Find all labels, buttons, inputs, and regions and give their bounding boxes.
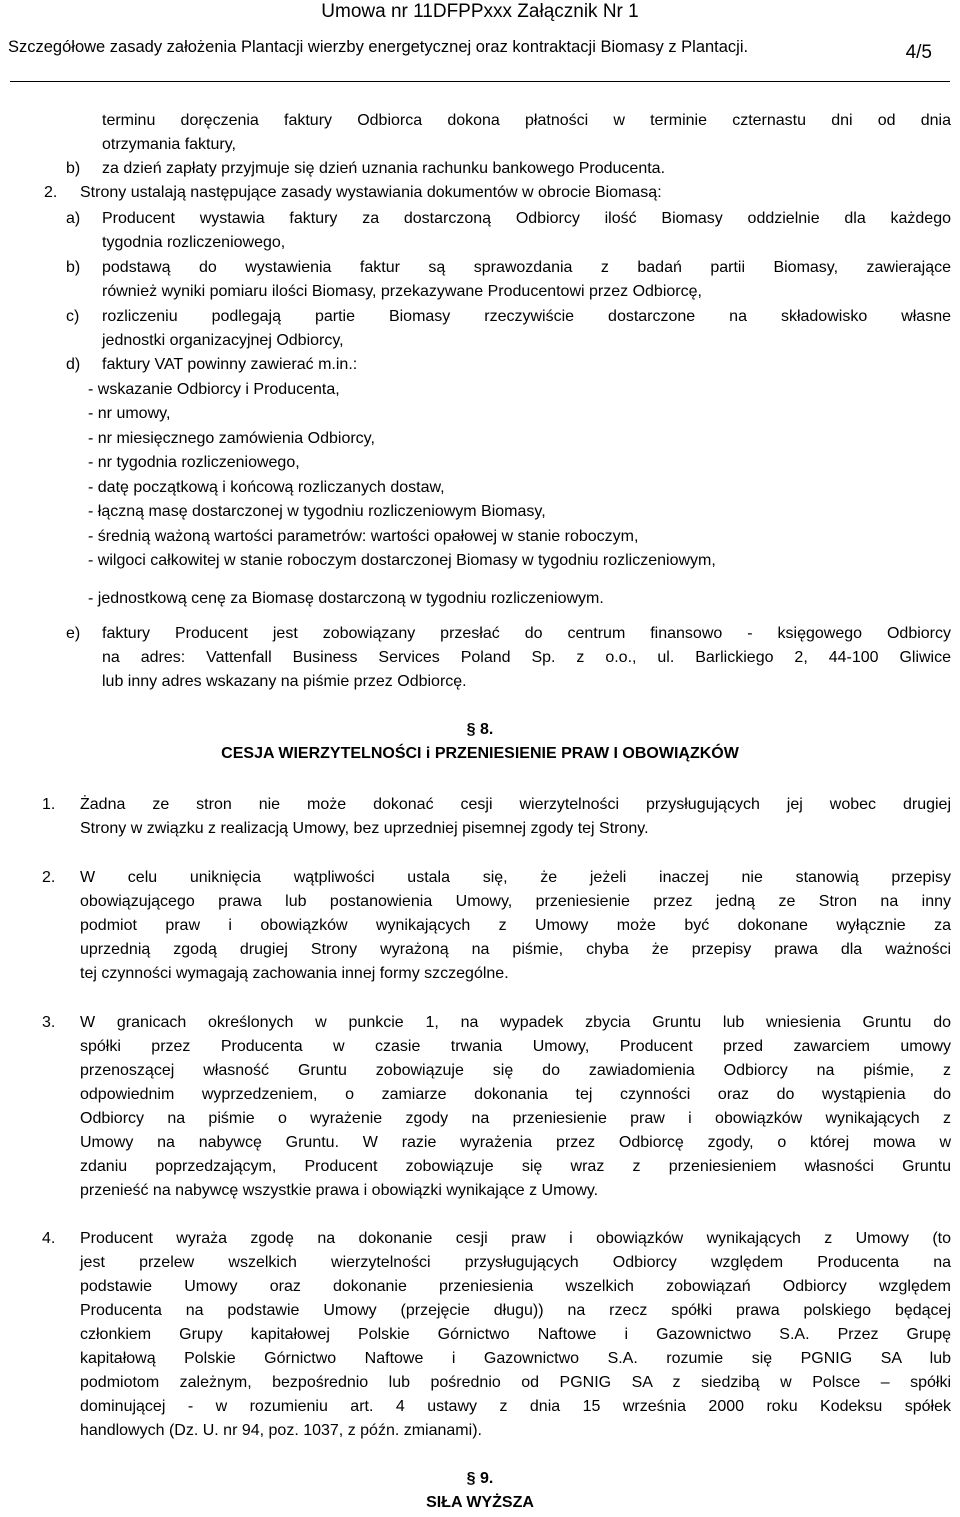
text-line: rozliczeniu podlegają partie Biomasy rzeczywiście dostarczone na składowisko własne: [102, 308, 951, 325]
text-line: dominującej - w rozumieniu art. 4 ustawy z dnia 15 września 2000 roku Kodeksu spółek: [80, 1398, 951, 1415]
document-subtitle: Szczegółowe zasady założenia Plantacji wierzby energetycznej oraz kontraktacji Biomasy z Plantacji.: [8, 38, 749, 56]
text-line: członkiem Grupy kapitałowej Polskie Górnictwo Naftowe i Gazownictwo S.A. Przez Grupę: [80, 1326, 951, 1343]
document-title: Umowa nr 11DFPPxxx Załącznik Nr 1: [321, 1, 639, 22]
list-item: - datę początkową i końcową rozliczanych dostaw,: [88, 479, 445, 496]
paragraph-number: 3.: [42, 1014, 56, 1031]
text-line: Odbiorcy na piśmie o wyrażenie zgody na przeniesienie praw i obowiązków wynikających z: [80, 1110, 951, 1127]
text-line: Żadna ze stron nie może dokonać cesji wierzytelności przysługujących jej wobec drugiej: [80, 796, 951, 813]
list-item: - wskazanie Odbiorcy i Producenta,: [88, 381, 340, 398]
list-item: - nr tygodnia rozliczeniowego,: [88, 454, 300, 471]
text-line: handlowych (Dz. U. nr 94, poz. 1037, z późn. zmianami).: [80, 1422, 482, 1439]
list-label: a): [66, 210, 81, 227]
text-line: podmiot praw i obowiązków wynikających z Umowy może być dokonane wyłącznie za: [80, 917, 951, 934]
list-label: d): [66, 356, 81, 373]
section-title: CESJA WIERZYTELNOŚCI i PRZENIESIENIE PRAW I OBOWIĄZKÓW: [221, 745, 739, 762]
text-line: faktury Producent jest zobowiązany przesłać do centrum finansowo - księgowego Odbiorcy: [102, 625, 951, 642]
text-line: podstawie Umowy oraz dokonanie przeniesienia wszelkich zobowiązań Odbiorcy względem: [80, 1278, 951, 1295]
text-line: Strony ustalają następujące zasady wystawiania dokumentów w obrocie Biomasą:: [80, 184, 662, 201]
text-line: przenoszącej własność Gruntu zobowiązuje się do zawiadomienia Odbiorcy na piśmie, z: [80, 1062, 951, 1079]
text-line: podmiotom zależnym, bezpośrednio lub pośrednio od PGNIG SA z siedzibą w Polsce – spółki: [80, 1374, 951, 1391]
text-line: również wyniki pomiaru ilości Biomasy, przekazywane Producentowi przez Odbiorcę,: [102, 283, 702, 300]
text-line: lub inny adres wskazany na piśmie przez Odbiorcę.: [102, 673, 467, 690]
list-item: - jednostkową cenę za Biomasę dostarczoną w tygodniu rozliczeniowym.: [88, 590, 604, 607]
text-line: na adres: Vattenfall Business Services Poland Sp. z o.o., ul. Barlickiego 2, 44-100 Gliwice: [102, 649, 951, 666]
list-item: - łączną masę dostarczonej w tygodniu rozliczeniowym Biomasy,: [88, 503, 546, 520]
list-item: - średnią ważoną wartości parametrów: wartości opałowej w stanie roboczym,: [88, 528, 639, 545]
page-number: 4/5: [905, 42, 932, 63]
text-line: przenieść na nabywcę wszystkie prawa i obowiązki wynikające z Umowy.: [80, 1182, 599, 1199]
text-line: uprzednią zgodą drugiej Strony wyrażoną na piśmie, chyba że przepisy prawa dla ważności: [80, 941, 951, 958]
text-line: podstawą do wystawienia faktur są sprawozdania z badań partii Biomasy, zawierające: [102, 259, 951, 276]
paragraph-number: 2.: [44, 184, 58, 201]
section-number: § 8.: [466, 721, 494, 738]
text-line: jest przelew wszelkich wierzytelności przysługujących Odbiorcy względem Producenta na: [80, 1254, 951, 1271]
text-line: kapitałową Polskie Górnictwo Naftowe i Gazownictwo S.A. rozumie się PGNIG SA lub: [80, 1350, 951, 1367]
text-line: tej czynności wymagają zachowania innej formy szczególne.: [80, 965, 509, 982]
section-title: SIŁA WYŻSZA: [426, 1494, 534, 1511]
text-line: odpowiednim wyprzedzeniem, o zamiarze dokonania tej czynności oraz do wystąpienia do: [80, 1086, 951, 1103]
text-line: Producent wystawia faktury za dostarczoną Odbiorcy ilość Biomasy oddzielnie dla każdego: [102, 210, 951, 227]
paragraph-number: 1.: [42, 796, 56, 813]
list-item: - nr umowy,: [88, 405, 171, 422]
text-line: Producenta na podstawie Umowy (przejęcie długu)) na rzecz spółki prawa polskiego będącej: [80, 1302, 951, 1319]
paragraph-number: 4.: [42, 1230, 56, 1247]
text-line: zdaniu poprzedzającym, Producent zobowiązuje się wraz z przeniesieniem własności Gruntu: [80, 1158, 951, 1175]
text-line: tygodnia rozliczeniowego,: [102, 234, 286, 251]
paragraph-number: 2.: [42, 869, 56, 886]
text-line: Strony w związku z realizacją Umowy, bez uprzedniej pisemnej zgody tej Strony.: [80, 820, 649, 837]
list-label: c): [66, 308, 80, 325]
text-line: terminu doręczenia faktury Odbiorca dokona płatności w terminie czternastu dni od dnia: [102, 112, 951, 129]
header-divider: [10, 81, 950, 82]
text-line: spółki przez Producenta w czasie trwania Umowy, Producent przed zawarciem umowy: [80, 1038, 951, 1055]
text-line: W granicach określonych w punkcie 1, na wypadek zbycia Gruntu lub wniesienia Gruntu do: [80, 1014, 951, 1031]
list-label: b): [66, 259, 81, 276]
list-item: - wilgoci całkowitej w stanie roboczym dostarczonej Biomasy w tygodniu rozliczeniowym,: [88, 552, 716, 569]
text-line: jednostki organizacyjnej Odbiorcy,: [102, 332, 344, 349]
text-line: faktury VAT powinny zawierać m.in.:: [102, 356, 358, 373]
list-item: - nr miesięcznego zamówienia Odbiorcy,: [88, 430, 375, 447]
text-line: Producent wyraża zgodę na dokonanie cesji praw i obowiązków wynikających z Umowy (to: [80, 1230, 951, 1247]
section-number: § 9.: [466, 1470, 494, 1487]
list-label: b): [66, 160, 81, 177]
list-label: e): [66, 625, 81, 642]
text-line: W celu uniknięcia wątpliwości ustala się, że jeżeli inaczej nie stanowią przepisy: [80, 869, 951, 886]
text-line: za dzień zapłaty przyjmuje się dzień uznania rachunku bankowego Producenta.: [102, 160, 666, 177]
text-line: obowiązującego prawa lub postanowienia Umowy, przeniesienie przez jedną ze Stron na inny: [80, 893, 951, 910]
text-line: Umowy na nabywcę Gruntu. W razie wyrażenia przez Odbiorcę zgody, o której mowa w: [80, 1134, 951, 1151]
text-line: otrzymania faktury,: [102, 136, 236, 153]
